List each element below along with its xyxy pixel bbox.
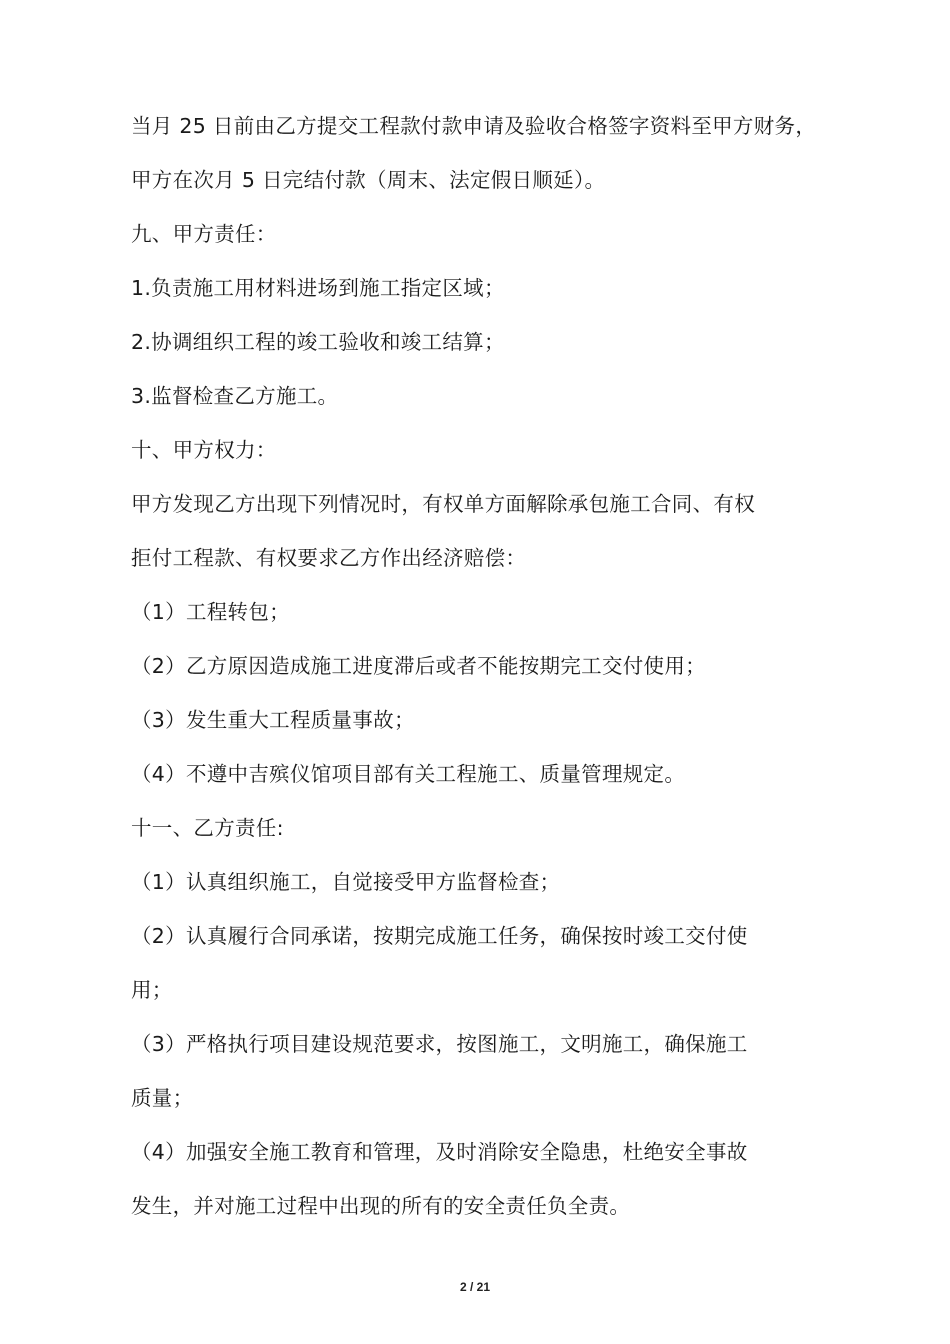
list-item: （1）工程转包； (131, 600, 290, 624)
list-item: 1.负责施工用材料进场到施工指定区域； (131, 276, 505, 300)
list-item-continuation: 质量； (131, 1086, 194, 1110)
section-heading: 十一、乙方责任: (131, 816, 284, 840)
list-item: （3）发生重大工程质量事故； (131, 708, 415, 732)
body-text-line: 甲方在次月 5 日完结付款（周末、法定假日顺延）。 (131, 168, 606, 192)
list-item: 3.监督检查乙方施工。 (131, 384, 339, 408)
list-item-continuation: 发生，并对施工过程中出现的所有的安全责任负全责。 (131, 1194, 631, 1218)
list-item: （3）严格执行项目建设规范要求，按图施工，文明施工，确保施工 (131, 1032, 748, 1056)
list-item: 2.协调组织工程的竣工验收和竣工结算； (131, 330, 505, 354)
list-item: （4）不遵中吉殡仪馆项目部有关工程施工、质量管理规定。 (131, 762, 686, 786)
list-item: （2）认真履行合同承诺，按期完成施工任务，确保按时竣工交付使 (131, 924, 748, 948)
section-heading: 十、甲方权力： (131, 438, 277, 462)
list-item-continuation: 用； (131, 978, 173, 1002)
list-item: （4）加强安全施工教育和管理，及时消除安全隐患，杜绝安全事故 (131, 1140, 748, 1164)
list-item: （2）乙方原因造成施工进度滞后或者不能按期完工交付使用； (131, 654, 706, 678)
body-text-line: 当月 25 日前由乙方提交工程款付款申请及验收合格签字资料至甲方财务， (131, 114, 817, 138)
page-number: 2 / 21 (459, 1280, 491, 1294)
section-heading: 九、甲方责任： (131, 222, 277, 246)
body-text-line: 拒付工程款、有权要求乙方作出经济赔偿： (131, 546, 527, 570)
list-item: （1）认真组织施工，自觉接受甲方监督检查； (131, 870, 561, 894)
body-text-line: 甲方发现乙方出现下列情况时，有权单方面解除承包施工合同、有权 (131, 492, 755, 516)
